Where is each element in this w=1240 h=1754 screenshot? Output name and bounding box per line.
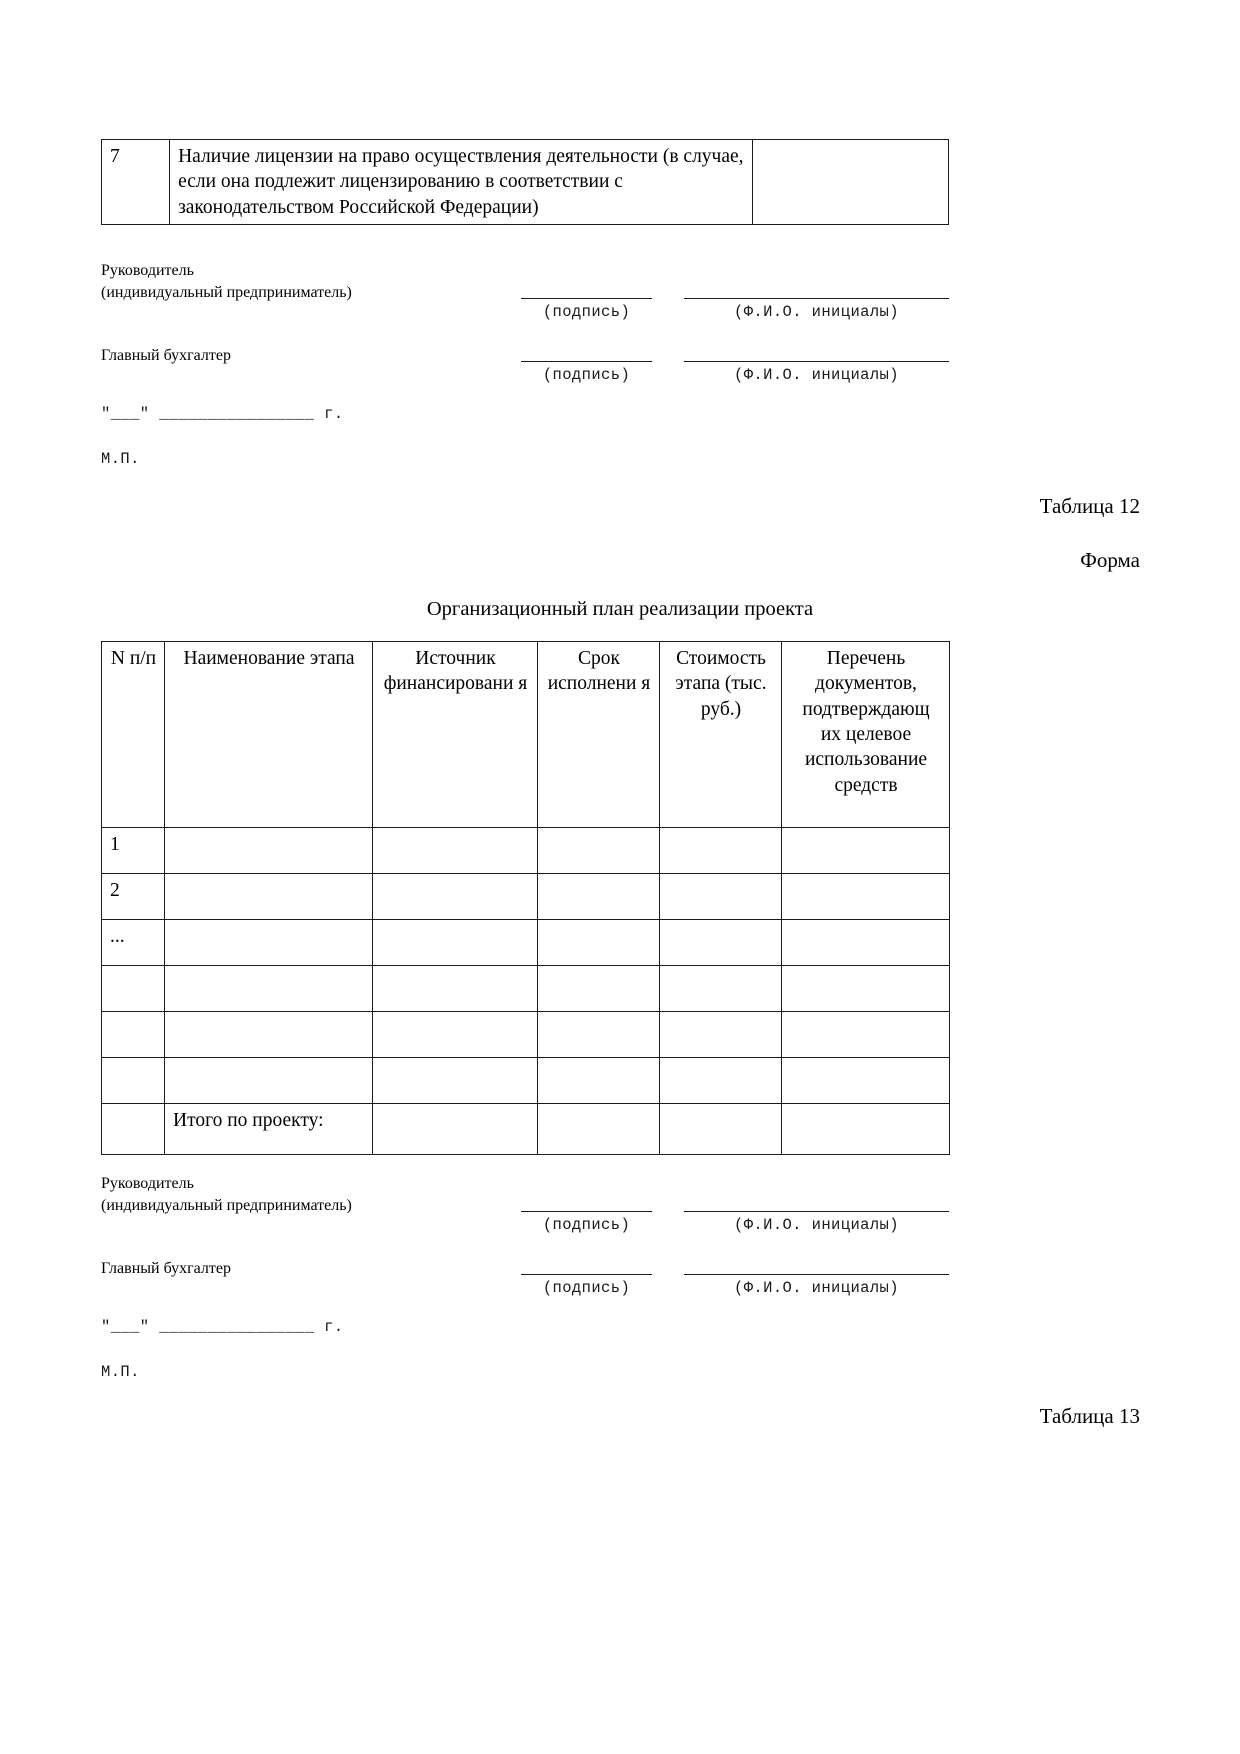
row-num (102, 1058, 165, 1104)
table-row (102, 1058, 950, 1104)
row-term[interactable] (538, 966, 660, 1012)
row-documents[interactable] (782, 1012, 950, 1058)
total-funding-source[interactable] (373, 1104, 538, 1155)
row-cost[interactable] (660, 1012, 782, 1058)
row-documents[interactable] (782, 966, 950, 1012)
signature-caption-fio-accountant-bottom: (Ф.И.О. инициалы) (734, 1279, 899, 1297)
signature-caption-signature: (подпись) (542, 303, 631, 321)
signature-line-head-fio-bottom[interactable] (684, 1211, 949, 1212)
signature-caption-signature-accountant: (подпись) (542, 366, 631, 384)
row-cost[interactable] (660, 874, 782, 920)
row-cost[interactable] (660, 1058, 782, 1104)
table-row (102, 1012, 950, 1058)
signature-caption-fio-accountant: (Ф.И.О. инициалы) (734, 366, 899, 384)
date-line-top[interactable]: "___" ________________ г. (101, 405, 344, 423)
row-term[interactable] (538, 828, 660, 874)
signature-role-head-line2-bottom: (индивидуальный предприниматель) (101, 1197, 352, 1214)
total-label: Итого по проекту: (165, 1104, 373, 1155)
total-num (102, 1104, 165, 1155)
row-stage-name[interactable] (165, 1058, 373, 1104)
row-funding-source[interactable] (373, 966, 538, 1012)
page-title: Организационный план реализации проекта (426, 598, 814, 620)
row-stage-name[interactable] (165, 920, 373, 966)
header-cost: Стоимость этапа (тыс. руб.) (660, 642, 782, 828)
signature-caption-fio-bottom: (Ф.И.О. инициалы) (734, 1216, 899, 1234)
header-stage-name: Наименование этапа (165, 642, 373, 828)
signature-line-accountant-fio[interactable] (684, 361, 949, 362)
table-row (102, 920, 950, 966)
table-row (102, 140, 949, 225)
row-documents[interactable] (782, 1058, 950, 1104)
row-cost[interactable] (660, 920, 782, 966)
header-num-line1: N п/п (110, 648, 157, 669)
stamp-place-top: М.П. (101, 450, 140, 468)
table-header-row (102, 642, 950, 828)
organizational-plan-table (101, 641, 950, 1155)
row-num (102, 966, 165, 1012)
row-funding-source[interactable] (373, 828, 538, 874)
row-funding-source[interactable] (373, 874, 538, 920)
header-num (102, 642, 165, 828)
row-num: ... (102, 920, 165, 966)
signature-caption-fio: (Ф.И.О. инициалы) (734, 303, 899, 321)
row-stage-name[interactable] (165, 1012, 373, 1058)
row-term[interactable] (538, 1058, 660, 1104)
row-documents[interactable] (782, 920, 950, 966)
signature-role-head-line1-bottom: Руководитель (101, 1175, 194, 1192)
caption-table-13: Таблица 13 (1039, 1404, 1140, 1428)
row-cost[interactable] (660, 828, 782, 874)
signature-role-accountant-bottom: Главный бухгалтер (101, 1260, 231, 1277)
signature-line-head-fio[interactable] (684, 298, 949, 299)
row-num: 1 (102, 828, 165, 874)
header-funding-source: Источник финансировани я (373, 642, 538, 828)
row-term[interactable] (538, 920, 660, 966)
signature-role-head-line2: (индивидуальный предприниматель) (101, 284, 352, 301)
row-stage-name[interactable] (165, 966, 373, 1012)
total-term[interactable] (538, 1104, 660, 1155)
row-funding-source[interactable] (373, 920, 538, 966)
row-stage-name[interactable] (165, 828, 373, 874)
caption-table-12: Таблица 12 (1039, 494, 1140, 518)
row-term[interactable] (538, 874, 660, 920)
total-cost[interactable] (660, 1104, 782, 1155)
table-total-row (102, 1104, 950, 1155)
licence-row-table (101, 139, 949, 225)
header-term: Срок исполнени я (538, 642, 660, 828)
signature-caption-signature-bottom: (подпись) (542, 1216, 631, 1234)
signature-line-accountant-signature[interactable] (521, 361, 652, 362)
row-stage-name[interactable] (165, 874, 373, 920)
row-num: 2 (102, 874, 165, 920)
signature-role-accountant: Главный бухгалтер (101, 347, 231, 364)
signature-line-accountant-signature-bottom[interactable] (521, 1274, 652, 1275)
signature-line-head-signature[interactable] (521, 298, 652, 299)
licence-row-number: 7 (102, 140, 170, 225)
caption-form: Форма (1080, 548, 1140, 572)
row-documents[interactable] (782, 874, 950, 920)
row-term[interactable] (538, 1012, 660, 1058)
signature-line-accountant-fio-bottom[interactable] (684, 1274, 949, 1275)
row-documents[interactable] (782, 828, 950, 874)
row-num (102, 1012, 165, 1058)
header-documents: Перечень документов, подтверждающ их целевое использование средств (782, 642, 950, 828)
licence-row-value[interactable] (752, 140, 948, 225)
table-row (102, 828, 950, 874)
table-row (102, 966, 950, 1012)
table-row (102, 874, 950, 920)
stamp-place-bottom: М.П. (101, 1363, 140, 1381)
row-funding-source[interactable] (373, 1058, 538, 1104)
date-line-bottom[interactable]: "___" ________________ г. (101, 1318, 344, 1336)
licence-row-description: Наличие лицензии на право осуществления деятельности (в случае, если она подлежит лицензированию в соответствии с законодательством Российской Федерации) (170, 140, 753, 225)
signature-role-head-line1: Руководитель (101, 262, 194, 279)
row-cost[interactable] (660, 966, 782, 1012)
total-documents[interactable] (782, 1104, 950, 1155)
row-funding-source[interactable] (373, 1012, 538, 1058)
signature-caption-signature-accountant-bottom: (подпись) (542, 1279, 631, 1297)
signature-line-head-signature-bottom[interactable] (521, 1211, 652, 1212)
